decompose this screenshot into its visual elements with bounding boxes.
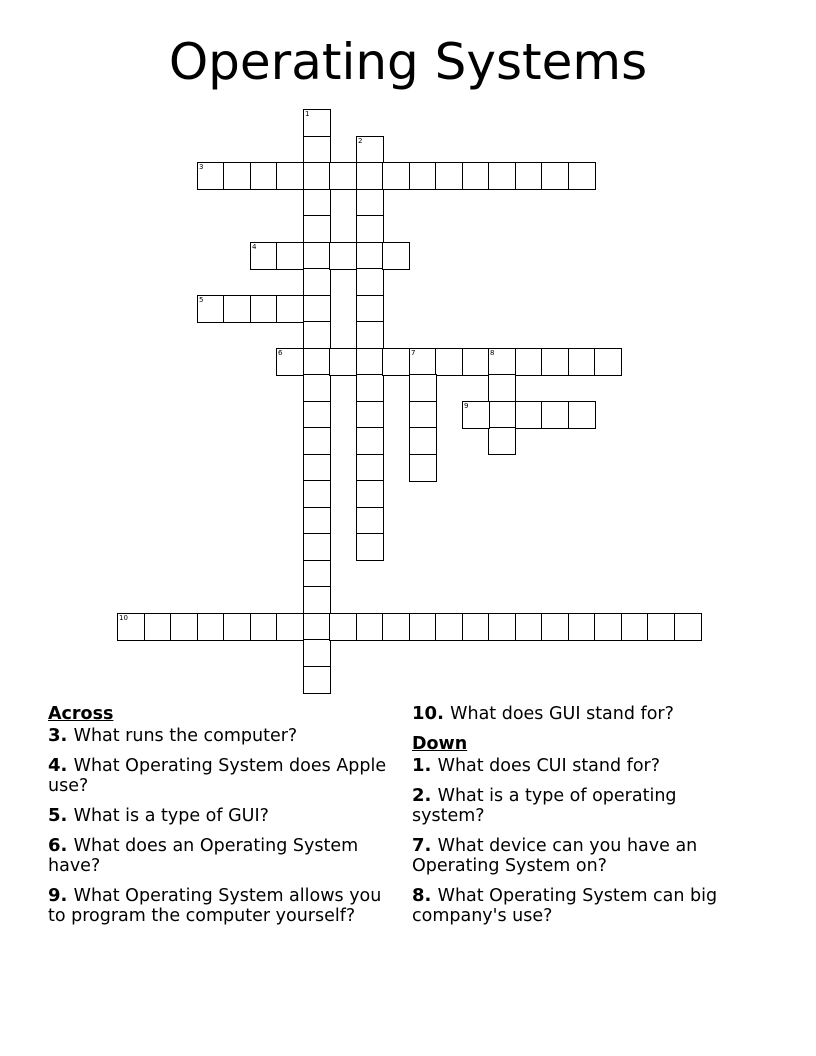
cell-number: 5 [199, 296, 204, 304]
grid-cell[interactable] [356, 321, 384, 349]
grid-cell[interactable] [382, 242, 410, 270]
grid-cell[interactable] [303, 533, 331, 561]
grid-cell[interactable] [462, 613, 490, 641]
clue-across-9: 9. What Operating System allows you to program the computer yourself? [48, 885, 382, 926]
cell-number: 9 [464, 402, 469, 410]
grid-cell[interactable] [303, 374, 331, 402]
grid-cell[interactable] [276, 348, 304, 376]
grid-cell[interactable] [303, 109, 331, 137]
clue-down-1: 1. What does CUI stand for? [412, 755, 661, 776]
grid-cell[interactable] [515, 348, 543, 376]
grid-cell[interactable] [409, 374, 437, 402]
grid-cell[interactable] [568, 401, 596, 429]
clue-number: 1 [412, 755, 425, 776]
grid-cell[interactable] [276, 242, 304, 270]
clue-across-3: 3. What runs the computer? [48, 725, 298, 746]
grid-cell[interactable] [329, 162, 357, 190]
grid-cell[interactable] [197, 295, 225, 323]
grid-cell[interactable] [435, 348, 463, 376]
grid-cell[interactable] [303, 613, 331, 641]
grid-cell[interactable] [647, 613, 675, 641]
clue-down-7: 7. What device can you have an Operating System on? [412, 835, 698, 876]
grid-cell[interactable] [356, 533, 384, 561]
clue-text: What does CUI stand for? [437, 756, 661, 776]
grid-cell[interactable] [541, 613, 569, 641]
clue-text: What device can you have an Operating System on? [412, 836, 698, 876]
grid-cell[interactable] [488, 162, 516, 190]
clue-number: 7 [412, 835, 425, 856]
clue-text: What Operating System allows you to program the computer yourself? [48, 886, 382, 926]
cell-number: 6 [278, 349, 283, 357]
grid-cell[interactable] [276, 162, 304, 190]
clue-down-8: 8. What Operating System can big company's use? [412, 885, 718, 926]
cell-number: 7 [411, 349, 416, 357]
grid-cell[interactable] [356, 215, 384, 243]
grid-cell[interactable] [674, 613, 702, 641]
grid-cell[interactable] [356, 268, 384, 296]
clue-column-left [48, 700, 393, 936]
grid-cell[interactable] [568, 162, 596, 190]
grid-cell[interactable] [488, 613, 516, 641]
clue-number: 2 [412, 785, 425, 806]
grid-cell[interactable] [541, 348, 569, 376]
grid-cell[interactable] [356, 613, 384, 641]
clue-across-6: 6. What does an Operating System have? [48, 835, 359, 876]
clue-number: 9 [48, 885, 61, 906]
grid-cell[interactable] [462, 162, 490, 190]
cell-number: 1 [305, 110, 310, 118]
grid-cell[interactable] [356, 242, 384, 270]
grid-cell[interactable] [356, 507, 384, 535]
grid-cell[interactable] [382, 348, 410, 376]
grid-cell[interactable] [303, 136, 331, 164]
grid-cell[interactable] [594, 348, 622, 376]
clue-text: What does GUI stand for? [450, 704, 674, 724]
clue-text: What is a type of operating system? [412, 786, 677, 826]
grid-cell[interactable] [170, 613, 198, 641]
grid-cell[interactable] [488, 348, 516, 376]
grid-cell[interactable] [435, 613, 463, 641]
cell-number: 2 [358, 137, 363, 145]
grid-cell[interactable] [462, 401, 490, 429]
clue-down-2: 2. What is a type of operating system? [412, 785, 677, 826]
grid-cell[interactable] [356, 480, 384, 508]
grid-cell[interactable] [382, 613, 410, 641]
grid-cell[interactable] [303, 480, 331, 508]
grid-cell[interactable] [409, 454, 437, 482]
grid-cell[interactable] [197, 162, 225, 190]
grid-cell[interactable] [329, 613, 357, 641]
grid-cell[interactable] [223, 162, 251, 190]
clue-text: What runs the computer? [73, 726, 298, 746]
grid-cell[interactable] [303, 507, 331, 535]
clue-text: What Operating System can big company's use? [412, 886, 718, 926]
grid-cell[interactable] [117, 613, 145, 641]
grid-cell[interactable] [356, 454, 384, 482]
grid-cell[interactable] [541, 162, 569, 190]
down-heading: Down [412, 734, 468, 754]
grid-cell[interactable] [356, 374, 384, 402]
grid-cell[interactable] [197, 613, 225, 641]
clue-text: What does an Operating System have? [48, 836, 359, 876]
grid-cell[interactable] [409, 427, 437, 455]
grid-cell[interactable] [303, 454, 331, 482]
clue-number: 10 [412, 703, 438, 724]
grid-cell[interactable] [303, 586, 331, 614]
grid-cell[interactable] [568, 613, 596, 641]
grid-cell[interactable] [356, 401, 384, 429]
cell-number: 3 [199, 163, 204, 171]
clue-column-right [412, 700, 742, 936]
clue-across-4: 4. What Operating System does Apple use? [48, 755, 387, 796]
grid-cell[interactable] [541, 401, 569, 429]
grid-cell[interactable] [462, 348, 490, 376]
clue-number: 5 [48, 805, 61, 826]
grid-cell[interactable] [356, 348, 384, 376]
grid-cell[interactable] [409, 162, 437, 190]
grid-cell[interactable] [409, 613, 437, 641]
grid-cell[interactable] [250, 295, 278, 323]
grid-cell[interactable] [435, 162, 463, 190]
grid-cell[interactable] [250, 242, 278, 270]
grid-cell[interactable] [488, 427, 516, 455]
grid-cell[interactable] [356, 136, 384, 164]
clue-text: What Operating System does Apple use? [48, 756, 387, 796]
grid-cell[interactable] [144, 613, 172, 641]
grid-cell[interactable] [250, 162, 278, 190]
clue-number: 6 [48, 835, 61, 856]
grid-cell[interactable] [515, 162, 543, 190]
grid-cell[interactable] [356, 295, 384, 323]
grid-cell[interactable] [594, 613, 622, 641]
grid-cell[interactable] [356, 162, 384, 190]
clue-number: 3 [48, 725, 61, 746]
grid-cell[interactable] [515, 613, 543, 641]
grid-cell[interactable] [276, 613, 304, 641]
grid-cell[interactable] [303, 189, 331, 217]
grid-cell[interactable] [223, 295, 251, 323]
grid-cell[interactable] [303, 321, 331, 349]
grid-cell[interactable] [329, 348, 357, 376]
grid-cell[interactable] [303, 639, 331, 667]
cell-number: 8 [490, 349, 495, 357]
grid-cell[interactable] [303, 560, 331, 588]
clue-number: 8 [412, 885, 425, 906]
cell-number: 10 [119, 614, 128, 622]
across-heading: Across [48, 704, 114, 724]
clue-across-10: 10. What does GUI stand for? [412, 703, 674, 724]
grid-cell[interactable] [303, 215, 331, 243]
grid-cell[interactable] [250, 613, 278, 641]
grid-cell[interactable] [303, 348, 331, 376]
grid-cell[interactable] [515, 401, 543, 429]
grid-cell[interactable] [382, 162, 410, 190]
grid-cell[interactable] [303, 666, 331, 694]
grid-cell[interactable] [409, 348, 437, 376]
grid-cell[interactable] [409, 401, 437, 429]
grid-cell[interactable] [303, 427, 331, 455]
grid-cell[interactable] [223, 613, 251, 641]
cell-number: 4 [252, 243, 257, 251]
puzzle-title: Operating Systems [168, 33, 648, 91]
grid-cell[interactable] [356, 427, 384, 455]
grid-cell[interactable] [303, 268, 331, 296]
grid-cell[interactable] [488, 374, 516, 402]
grid-cell[interactable] [329, 242, 357, 270]
grid-cell[interactable] [303, 242, 331, 270]
grid-cell[interactable] [568, 348, 596, 376]
clue-across-5: 5. What is a type of GUI? [48, 805, 269, 826]
grid-cell[interactable] [303, 295, 331, 323]
clue-number: 4 [48, 755, 61, 776]
clue-text: What is a type of GUI? [73, 806, 269, 826]
grid-cell[interactable] [621, 613, 649, 641]
grid-cell[interactable] [303, 162, 331, 190]
grid-cell[interactable] [356, 189, 384, 217]
grid-cell[interactable] [276, 295, 304, 323]
grid-cell[interactable] [303, 401, 331, 429]
grid-cell[interactable] [488, 401, 516, 429]
